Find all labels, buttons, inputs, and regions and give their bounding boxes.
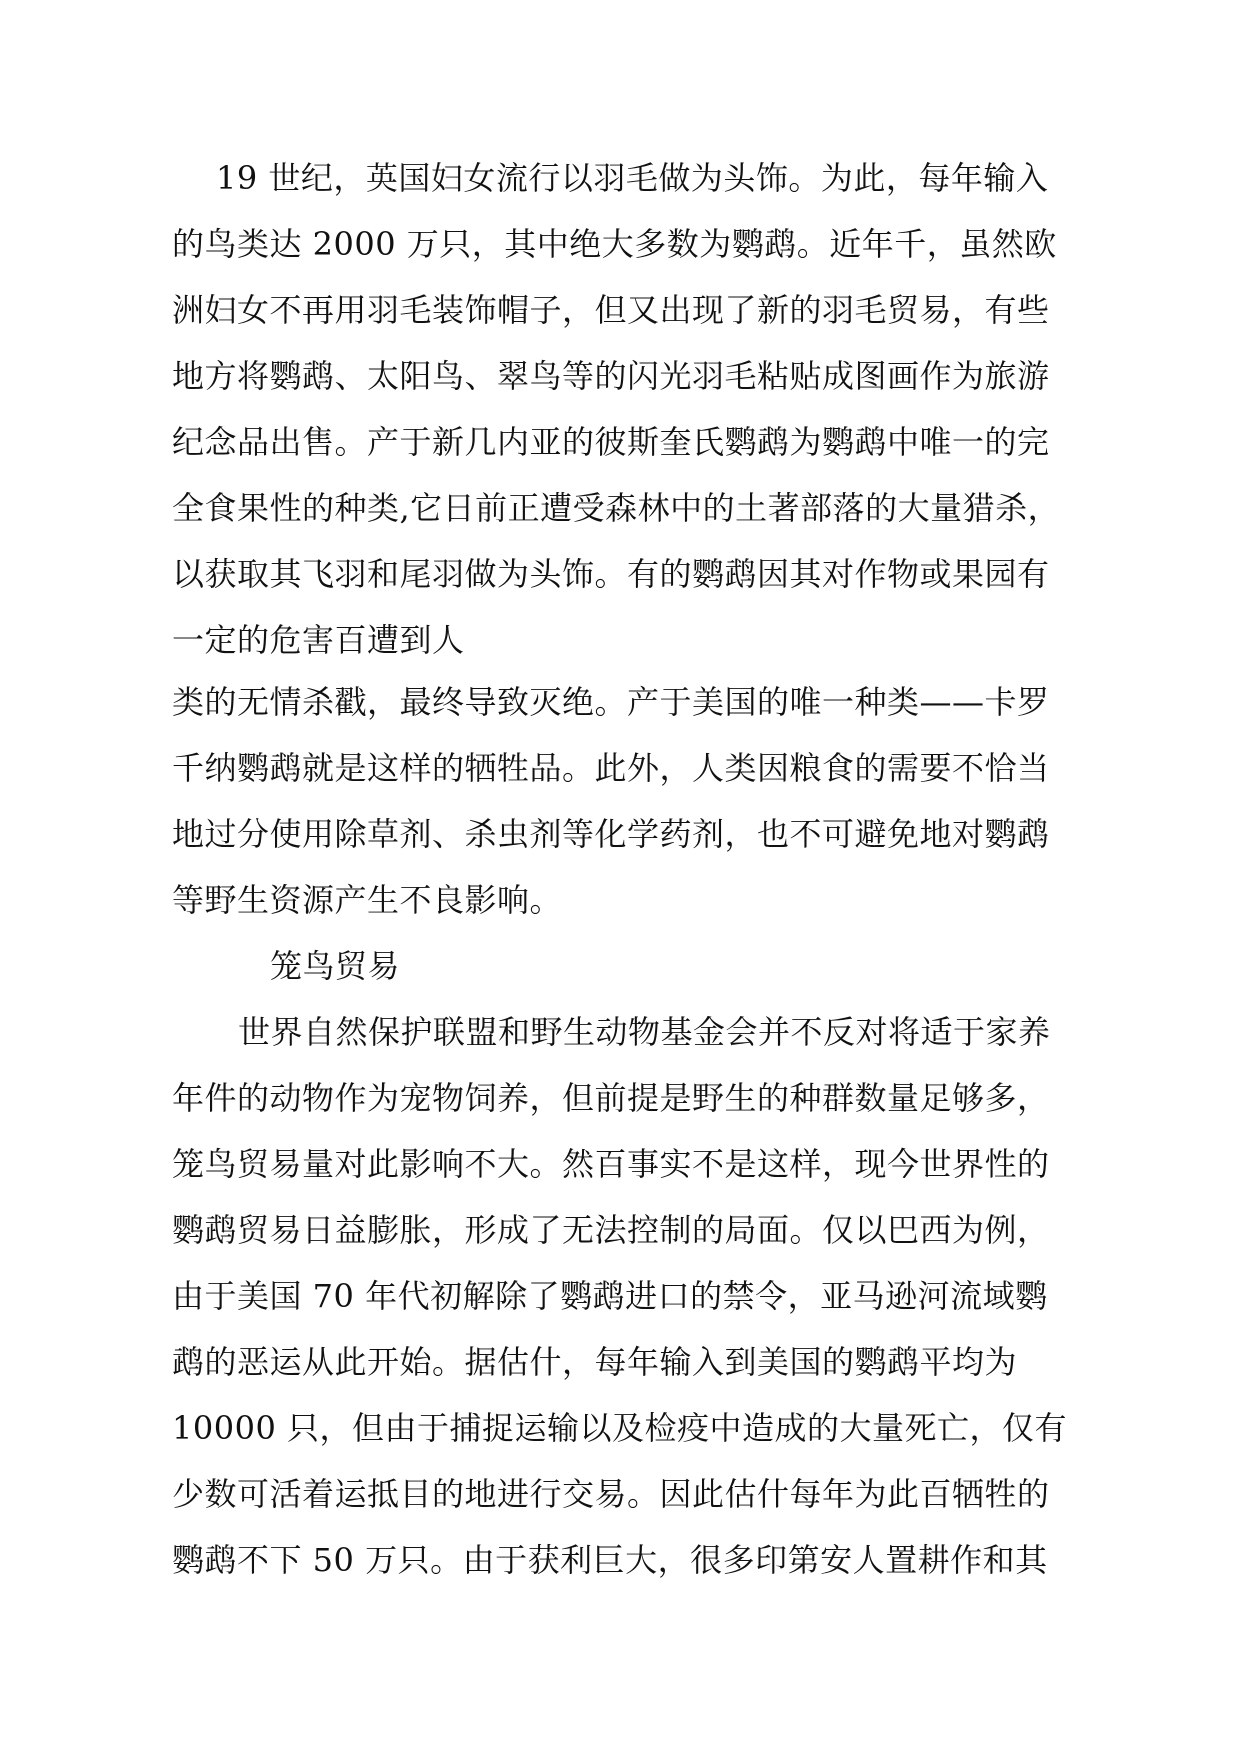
text-line: 由于美国 70 年代初解除了鹦鹉进口的禁令，亚马逊河流域鹦 xyxy=(172,1277,1048,1315)
text-line: 千纳鹦鹉就是这样的牺牲品。此外，人类因粮食的需要不恰当 xyxy=(172,749,1050,787)
text-line: 纪念品出售。产于新几内亚的彼斯奎氏鹦鹉为鹦鹉中唯一的完 xyxy=(172,423,1050,461)
text-line: 地方将鹦鹉、太阳鸟、翠鸟等的闪光羽毛粘贴成图画作为旅游 xyxy=(172,357,1050,395)
text-line: 等野生资源产生不良影响。 xyxy=(172,881,563,919)
text-line: 年件的动物作为宠物饲养，但前提是野生的种群数量足够多， xyxy=(172,1079,1050,1117)
text-line: 的鸟类达 2000 万只，其中绝大多数为鹦鹉。近年千，虽然欧 xyxy=(172,225,1057,263)
text-line: 少数可活着运抵目的地进行交易。因此估什每年为此百牺牲的 xyxy=(172,1475,1050,1513)
text-line: 19 世纪，英国妇女流行以羽毛做为头饰。为此，每年输入 xyxy=(216,159,1049,197)
text-line: 地过分使用除草剂、杀虫剂等化学药剂，也不可避免地对鹦鹉 xyxy=(172,815,1050,853)
text-line: 鹉的恶运从此开始。据估什，每年输入到美国的鹦鹉平均为 xyxy=(172,1343,1018,1381)
text-line: 洲妇女不再用羽毛装饰帽子，但又出现了新的羽毛贸易，有些 xyxy=(172,291,1050,329)
text-line: 一定的危害百遭到人 xyxy=(172,621,465,659)
text-line: 以获取其飞羽和尾羽做为头饰。有的鹦鹉因其对作物或果园有 xyxy=(172,555,1050,593)
text-line: 世界自然保护联盟和野生动物基金会并不反对将适于家养 xyxy=(238,1013,1051,1051)
section-heading: 笼鸟贸易 xyxy=(270,947,401,985)
text-line: 笼鸟贸易量对此影响不大。然百事实不是这样，现今世界性的 xyxy=(172,1145,1050,1183)
text-line: 鹦鹉不下 50 万只。由于获利巨大，很多印第安人置耕作和其 xyxy=(172,1541,1048,1579)
text-line: 类的无情杀戳，最终导致灭绝。产于美国的唯一种类——卡罗 xyxy=(172,683,1050,721)
text-line: 全食果性的种类,它日前正遭受森林中的土著部落的大量猎杀， xyxy=(172,489,1061,527)
text-line: 鹦鹉贸易日益膨胀，形成了无法控制的局面。仅以巴西为例， xyxy=(172,1211,1050,1249)
text-line: 10000 只，但由于捕捉运输以及检疫中造成的大量死亡，仅有 xyxy=(172,1409,1067,1447)
